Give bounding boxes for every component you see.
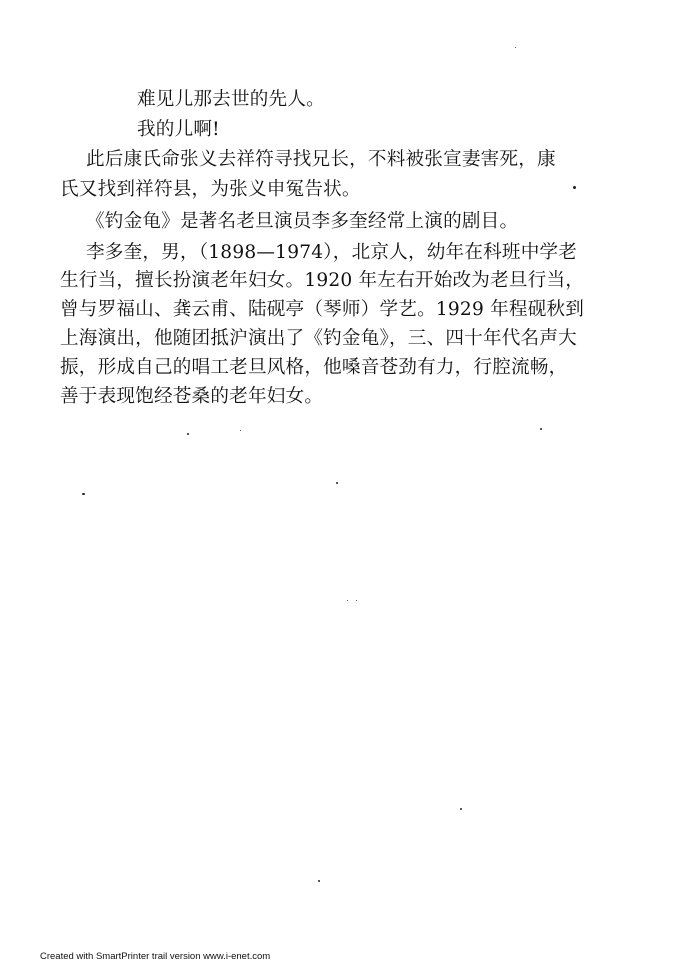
scan-speck	[336, 482, 338, 484]
text-line-10: 振，形成自己的唱工老旦风格，他嗓音苍劲有力，行腔流畅，	[60, 357, 568, 378]
scan-speck	[82, 493, 85, 495]
text-line-5: 《钓金龟》是著名老旦演员李多奎经常上演的剧目。	[86, 211, 519, 232]
text-line-2: 我的儿啊!	[137, 119, 220, 140]
scan-speck	[460, 808, 462, 810]
text-line-1: 难见儿那去世的先人。	[137, 89, 325, 110]
text-line-7: 生行当，擅长扮演老年妇女。1920 年左右开始改为老旦行当，	[60, 270, 585, 291]
text-line-9: 上海演出，他随团抵沪演出了《钓金龟》，三、四十年代名声大	[60, 328, 577, 349]
text-line-3: 此后康氏命张义去祥符寻找兄长，不料被张宣妻害死，康	[86, 149, 556, 170]
scan-speck	[318, 880, 320, 882]
scan-speck	[356, 600, 357, 601]
scan-speck	[573, 186, 576, 189]
watermark-footer: Created with SmartPrinter trail version www.i-enet.com	[40, 951, 271, 962]
text-line-8: 曾与罗福山、龚云甫、陆砚亭（琴师）学艺。1929 年程砚秋到	[60, 299, 585, 320]
scan-speck	[347, 600, 348, 601]
scan-speck	[515, 47, 516, 48]
text-line-6: 李多奎，男，（1898—1974），北京人，幼年在科班中学老	[86, 242, 578, 263]
scan-speck	[187, 433, 189, 435]
scan-speck	[540, 428, 542, 430]
text-line-4: 氏又找到祥符县，为张义申冤告状。	[60, 179, 361, 200]
scan-speck	[240, 430, 241, 431]
text-line-11: 善于表现饱经苍桑的老年妇女。	[60, 386, 324, 407]
